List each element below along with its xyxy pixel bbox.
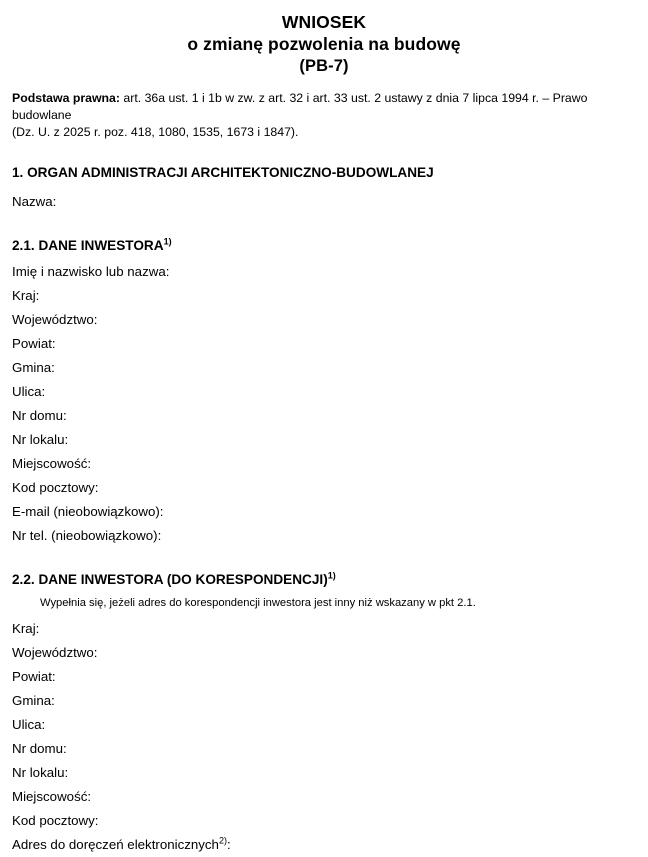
- field-label-suffix-adres-doreczen: :: [226, 837, 231, 852]
- section-heading-inwestor-korespondencja: [12, 571, 636, 589]
- field-row-ulica: Ulica:: [12, 384, 46, 399]
- field-row-kor-kraj: Kraj:: [12, 621, 40, 636]
- legal-basis-text-line-1: art. 36a ust. 1 i 1b w zw. z art. 32 i art. 33 ust. 2 ustawy z dnia 7 lipca 1994 r. – Prawo budowlane: [12, 91, 588, 122]
- field-list-inwestor: [12, 260, 636, 548]
- section-heading-inwestor-footnote-marker: 1): [163, 236, 172, 247]
- field-row-kraj: Kraj:: [12, 288, 40, 303]
- field-row-kod-pocztowy: Kod pocztowy:: [12, 480, 99, 495]
- field-row-kor-miejscowosc: Miejscowość:: [12, 789, 92, 804]
- section-note-korespondencja: Wypełnia się, jeżeli adres do korespondencji inwestora jest inny niż wskazany w pkt 2.1.: [40, 597, 476, 609]
- field-row-kor-ulica: Ulica:: [12, 717, 46, 732]
- section-heading-inwestor-korespondencja-footnote-marker: 1): [327, 570, 336, 581]
- field-row-kor-wojewodztwo: Województwo:: [12, 645, 98, 660]
- document-title-line-2: o zmianę pozwolenia na budowę: [187, 34, 461, 54]
- field-row-nazwa: Nazwa:: [12, 194, 57, 209]
- document-title-line-1: WNIOSEK: [281, 12, 367, 32]
- field-list-inwestor-korespondencja: [12, 617, 636, 857]
- field-row-miejscowosc: Miejscowość:: [12, 456, 92, 471]
- legal-basis-label: Podstawa prawna:: [12, 91, 120, 105]
- legal-basis-text-line-2: (Dz. U. z 2025 r. poz. 418, 1080, 1535, 1673 i 1847).: [12, 125, 299, 139]
- field-row-nr-tel: Nr tel. (nieobowiązkowo):: [12, 528, 162, 543]
- field-row-nr-domu: Nr domu:: [12, 408, 67, 423]
- field-row-kor-gmina: Gmina:: [12, 693, 55, 708]
- document-title-line-3: (PB-7): [299, 57, 349, 75]
- field-row-gmina: Gmina:: [12, 360, 55, 375]
- document-title-block: [12, 0, 636, 77]
- section-heading-inwestor-text: 2.1. DANE INWESTORA: [12, 238, 164, 253]
- field-row-kor-kod-pocztowy: Kod pocztowy:: [12, 813, 99, 828]
- spacer: [12, 182, 636, 190]
- field-list-organ: [12, 190, 636, 214]
- field-row-nr-lokalu: Nr lokalu:: [12, 432, 69, 447]
- field-row-powiat: Powiat:: [12, 336, 56, 351]
- field-row-email: E-mail (nieobowiązkowo):: [12, 504, 164, 519]
- legal-basis: [12, 90, 636, 141]
- field-row-adres-doreczen-elektronicznych: [12, 833, 636, 857]
- section-heading-inwestor: [12, 237, 636, 255]
- field-row-kor-nr-domu: Nr domu:: [12, 741, 67, 756]
- field-label-adres-doreczen-elektronicznych: Adres do doręczeń elektronicznych: [12, 837, 219, 852]
- section-heading-inwestor-korespondencja-text: 2.2. DANE INWESTORA (DO KORESPONDENCJI): [12, 572, 328, 587]
- section-heading-organ: 1. ORGAN ADMINISTRACJI ARCHITEKTONICZNO-BUDOWLANEJ: [12, 165, 434, 180]
- field-row-kor-nr-lokalu: Nr lokalu:: [12, 765, 69, 780]
- field-row-wojewodztwo: Województwo:: [12, 312, 98, 327]
- field-footnote-marker-adres-doreczen: 2): [218, 835, 227, 846]
- field-row-imie-nazwisko-nazwa: Imię i nazwisko lub nazwa:: [12, 264, 170, 279]
- field-row-kor-powiat: Powiat:: [12, 669, 56, 684]
